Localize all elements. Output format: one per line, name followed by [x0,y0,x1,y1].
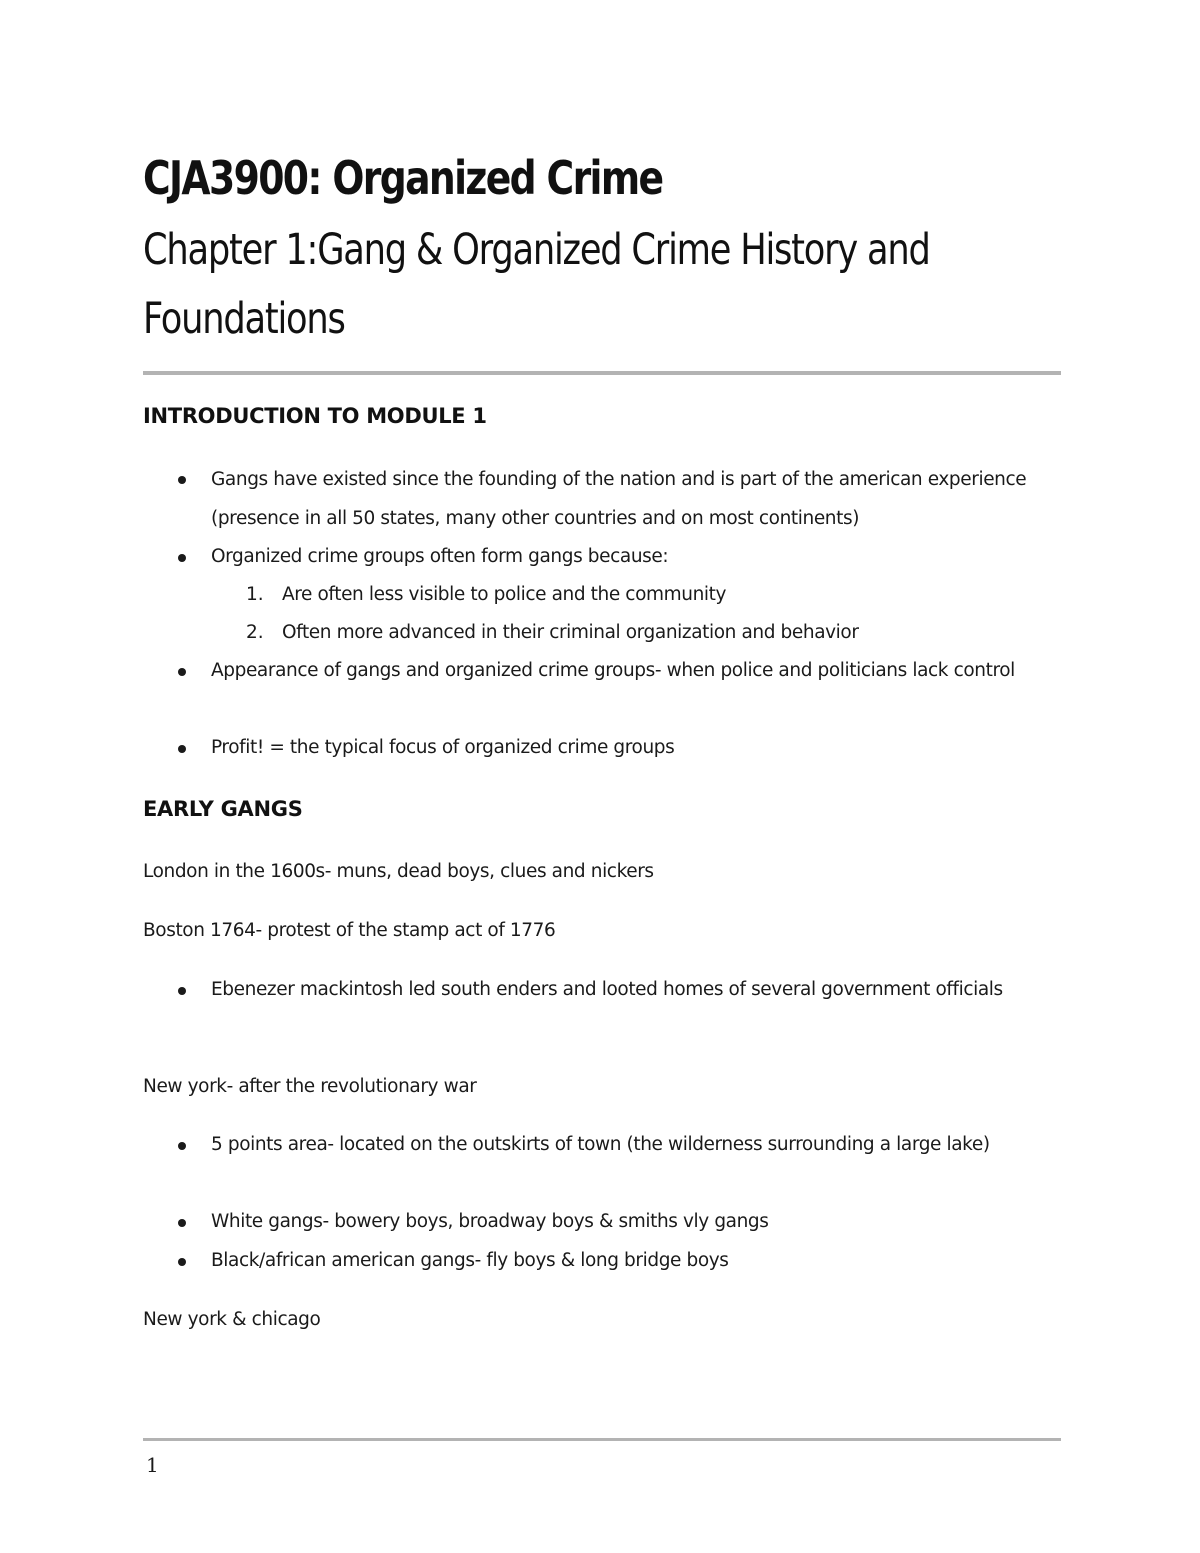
title-divider [143,371,1061,375]
section-heading-introduction: INTRODUCTION TO MODULE 1 [143,404,487,428]
bullet-dot [178,1142,186,1150]
bullet-dot [178,987,186,995]
numbered-item: Are often less visible to police and the community [282,584,727,605]
paragraph-new-york: New york- after the revolutionary war [143,1076,477,1097]
document-title: CJA3900: Organized Crime [143,151,663,205]
list-item: 5 points area- located on the outskirts of town (the wilderness surrounding a large lake) [211,1134,990,1155]
bullet-dot [178,476,186,484]
list-item: Gangs have existed since the founding of the nation and is part of the american experience (presence in all 50 states, many other countries and on most continents) [211,469,1027,529]
numbered-item: Often more advanced in their criminal organization and behavior [282,622,859,643]
list-item: Appearance of gangs and organized crime groups- when police and politicians lack control [211,660,1015,681]
section-heading-early-gangs: EARLY GANGS [143,797,303,821]
paragraph-boston: Boston 1764- protest of the stamp act of 1776 [143,920,556,941]
numbered-marker: 1. [246,584,264,605]
list-item: Black/african american gangs- fly boys & long bridge boys [211,1250,729,1271]
footer-divider [143,1438,1061,1441]
bullet-dot [178,1219,186,1227]
numbered-marker: 2. [246,622,264,643]
list-item: Ebenezer mackintosh led south enders and looted homes of several government officials [211,979,1003,1000]
bullet-dot [178,1258,186,1266]
bullet-dot [178,554,186,562]
page-number: 1 [146,1453,159,1477]
bullet-dot [178,668,186,676]
document-subtitle: Chapter 1:Gang & Organized Crime History and Foundations [143,225,930,344]
list-item: White gangs- bowery boys, broadway boys & smiths vly gangs [211,1211,769,1232]
list-item: Organized crime groups often form gangs because: [211,546,669,567]
paragraph-new-york-chicago: New york & chicago [143,1309,321,1330]
bullet-dot [178,745,186,753]
paragraph-london: London in the 1600s- muns, dead boys, clues and nickers [143,861,654,882]
list-item: Profit! = the typical focus of organized crime groups [211,737,675,758]
